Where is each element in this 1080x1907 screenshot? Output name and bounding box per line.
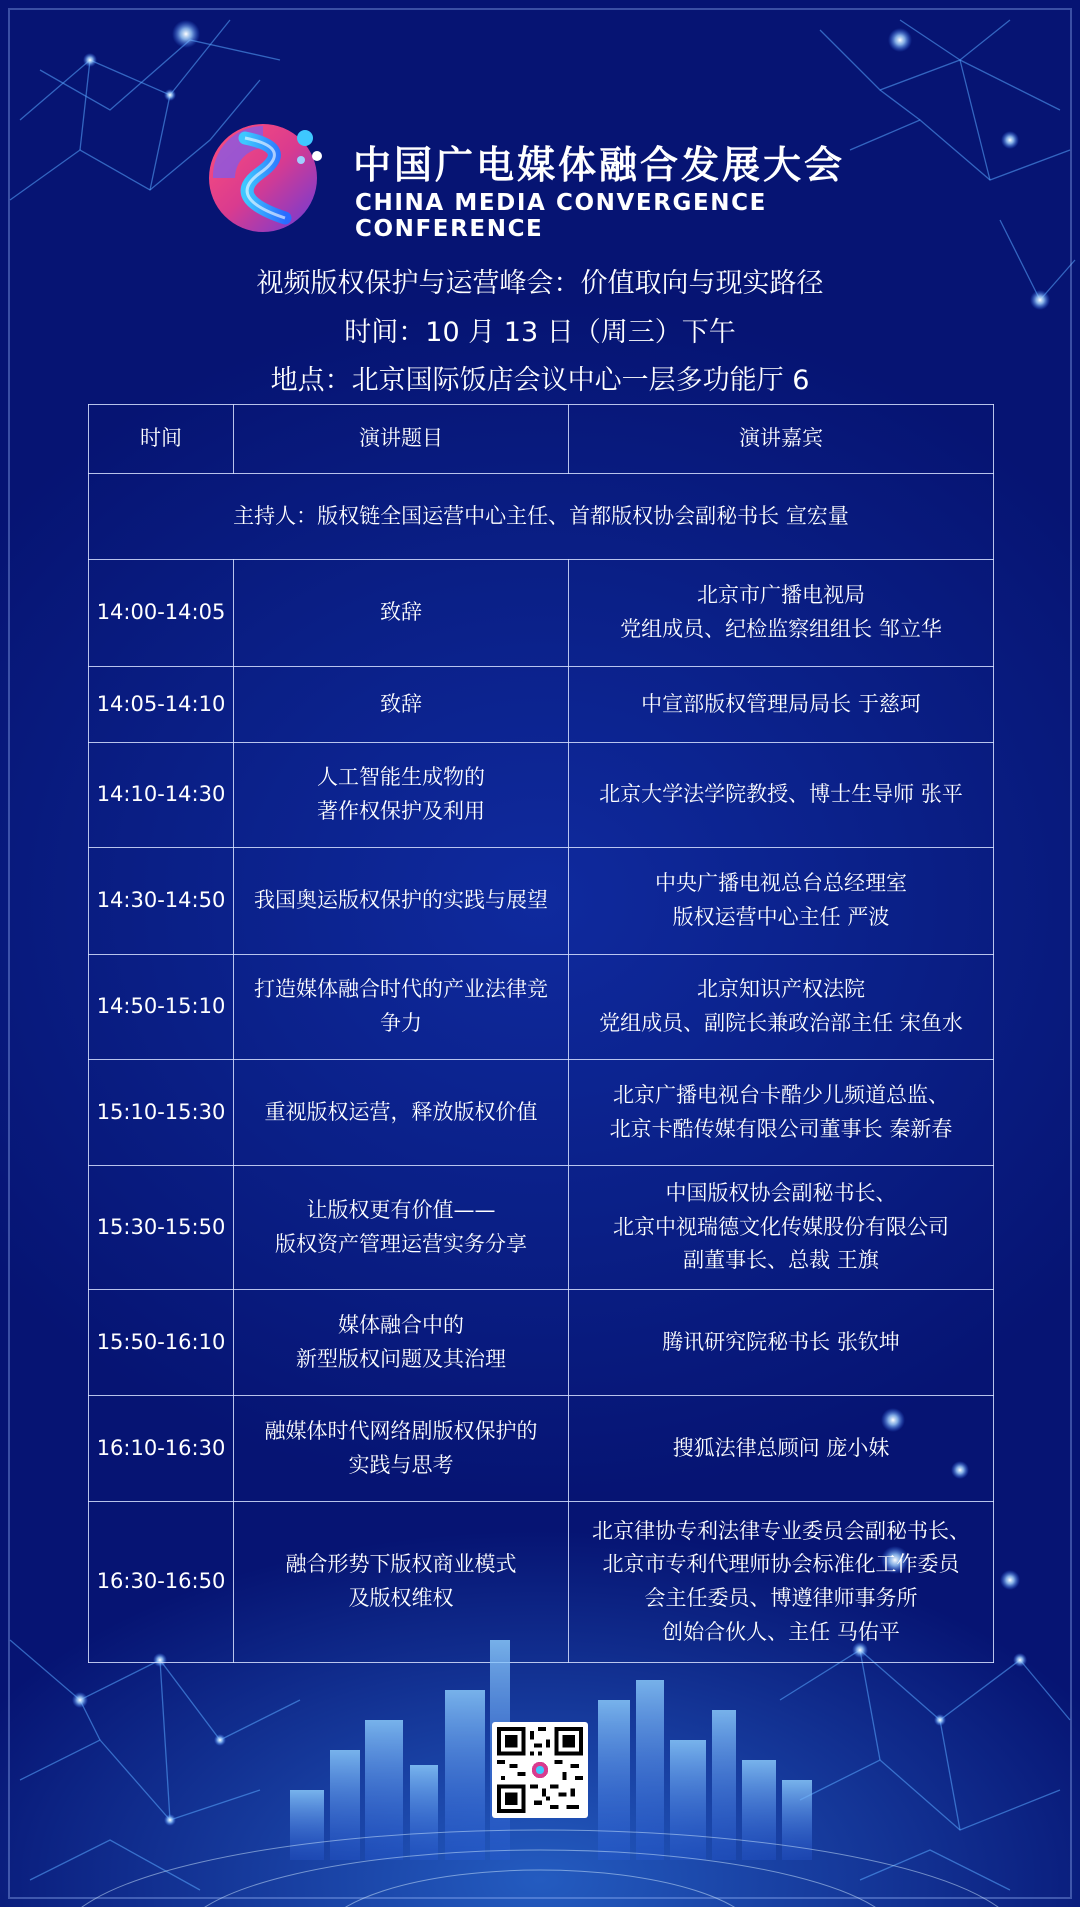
host-row <box>89 474 994 560</box>
topic-line: 争力 <box>380 1011 422 1035</box>
time-cell: 14:10-14:30 <box>89 743 234 848</box>
topic-line: 融合形势下版权商业模式 <box>285 1552 517 1577</box>
time-cell: 15:10-15:30 <box>89 1060 234 1166</box>
speaker-line: 北京市专利代理师协会标准化工作委员 <box>602 1552 960 1577</box>
topic-line: 著作权保护及利用 <box>317 799 485 823</box>
conference-logo-icon <box>205 118 330 238</box>
topic-line: 致辞 <box>380 600 422 625</box>
speaker-line: 党组成员、副院长兼政治部主任 宋鱼水 <box>599 1011 963 1035</box>
speaker-line: 北京知识产权法院 <box>697 977 865 1002</box>
speaker-line: 会主任委员、博遵律师事务所 <box>644 1586 918 1610</box>
topic-cell <box>234 667 569 743</box>
speaker-line: 腾讯研究院秘书长 张钦坤 <box>662 1329 900 1354</box>
topic-line: 及版权维权 <box>348 1586 454 1610</box>
table-row <box>89 1502 994 1663</box>
speaker-cell <box>569 1166 994 1290</box>
topic-line: 让版权更有价值—— <box>306 1197 496 1222</box>
time-cell: 14:00-14:05 <box>89 560 234 667</box>
table-row <box>89 560 994 667</box>
speaker-line: 中央广播电视总台总经理室 <box>655 871 907 896</box>
qr-code[interactable] <box>492 1722 588 1818</box>
table-row <box>89 1290 994 1396</box>
table-header-row <box>89 405 994 474</box>
speaker-line: 党组成员、纪检监察组组长 邹立华 <box>620 617 942 641</box>
time-cell: 14:50-15:10 <box>89 955 234 1060</box>
table-row <box>89 1166 994 1290</box>
time-cell: 14:05-14:10 <box>89 667 234 743</box>
time-cell: 14:30-14:50 <box>89 848 234 955</box>
speaker-line: 北京市广播电视局 <box>697 583 865 608</box>
time-cell: 16:30-16:50 <box>89 1502 234 1663</box>
header-time: 时间 <box>89 405 234 474</box>
conference-title-cn: 中国广电媒体融合发展大会 <box>353 143 846 187</box>
topic-cell <box>234 1060 569 1166</box>
speaker-line: 版权运营中心主任 严波 <box>672 905 890 929</box>
speaker-line: 北京中视瑞德文化传媒股份有限公司 <box>613 1214 949 1239</box>
topic-cell <box>234 743 569 848</box>
topic-cell <box>234 560 569 667</box>
qr-code-icon <box>497 1727 583 1813</box>
table-row <box>89 667 994 743</box>
topic-cell <box>234 1166 569 1290</box>
topic-line: 新型版权问题及其治理 <box>296 1346 506 1371</box>
speaker-cell <box>569 743 994 848</box>
time-cell: 16:10-16:30 <box>89 1396 234 1502</box>
topic-cell <box>234 848 569 955</box>
table-row <box>89 743 994 848</box>
speaker-cell <box>569 1396 994 1502</box>
topic-line: 重视版权运营，释放版权价值 <box>264 1099 538 1124</box>
event-venue: 地点：北京国际饭店会议中心一层多功能厅 6 <box>270 365 810 396</box>
topic-cell <box>234 1502 569 1663</box>
table-row <box>89 1396 994 1502</box>
speaker-cell <box>569 1060 994 1166</box>
event-name: 视频版权保护与运营峰会：价值取向与现实路径 <box>256 268 824 299</box>
topic-line: 我国奥运版权保护的实践与展望 <box>254 888 548 913</box>
table-row <box>89 1060 994 1166</box>
topic-line: 致辞 <box>380 691 422 716</box>
time-cell: 15:50-16:10 <box>89 1290 234 1396</box>
table-row <box>89 848 994 955</box>
speaker-line: 北京大学法学院教授、博士生导师 张平 <box>599 782 963 807</box>
speaker-cell <box>569 848 994 955</box>
conference-title-en: CHINA MEDIA CONVERGENCE CONFERENCE <box>355 190 767 242</box>
speaker-line: 中宣部版权管理局局长 于慈珂 <box>641 691 921 716</box>
header-topic: 演讲题目 <box>234 405 569 474</box>
topic-line: 人工智能生成物的 <box>317 765 485 790</box>
speaker-line: 创始合伙人、主任 马佑平 <box>662 1619 900 1644</box>
speaker-line: 北京广播电视台卡酷少儿频道总监、 <box>613 1082 949 1107</box>
topic-cell <box>234 1290 569 1396</box>
speaker-cell <box>569 955 994 1060</box>
speaker-line: 副董事长、总裁 王旗 <box>683 1248 879 1273</box>
header-speaker: 演讲嘉宾 <box>569 405 994 474</box>
table-row <box>89 955 994 1060</box>
speaker-line: 中国版权协会副秘书长、 <box>665 1181 897 1206</box>
speaker-cell <box>569 1502 994 1663</box>
host-cell: 主持人：版权链全国运营中心主任、首都版权协会副秘书长 宣宏量 <box>89 474 994 560</box>
topic-line: 实践与思考 <box>348 1452 454 1477</box>
speaker-cell <box>569 1290 994 1396</box>
event-time: 时间：10 月 13 日（周三）下午 <box>344 317 736 348</box>
topic-line: 媒体融合中的 <box>338 1312 464 1337</box>
agenda-table <box>88 404 994 1663</box>
topic-cell <box>234 955 569 1060</box>
topic-line: 融媒体时代网络剧版权保护的 <box>264 1418 538 1443</box>
topic-cell <box>234 1396 569 1502</box>
speaker-line: 北京律协专利法律专业委员会副秘书长、 <box>592 1518 970 1543</box>
speaker-cell <box>569 667 994 743</box>
topic-line: 版权资产管理运营实务分享 <box>275 1231 527 1256</box>
topic-line: 打造媒体融合时代的产业法律竞 <box>254 977 548 1002</box>
speaker-line: 北京卡酷传媒有限公司董事长 秦新春 <box>609 1116 953 1141</box>
time-cell: 15:30-15:50 <box>89 1166 234 1290</box>
speaker-cell <box>569 560 994 667</box>
speaker-line: 搜狐法律总顾问 庞小妹 <box>672 1435 890 1460</box>
